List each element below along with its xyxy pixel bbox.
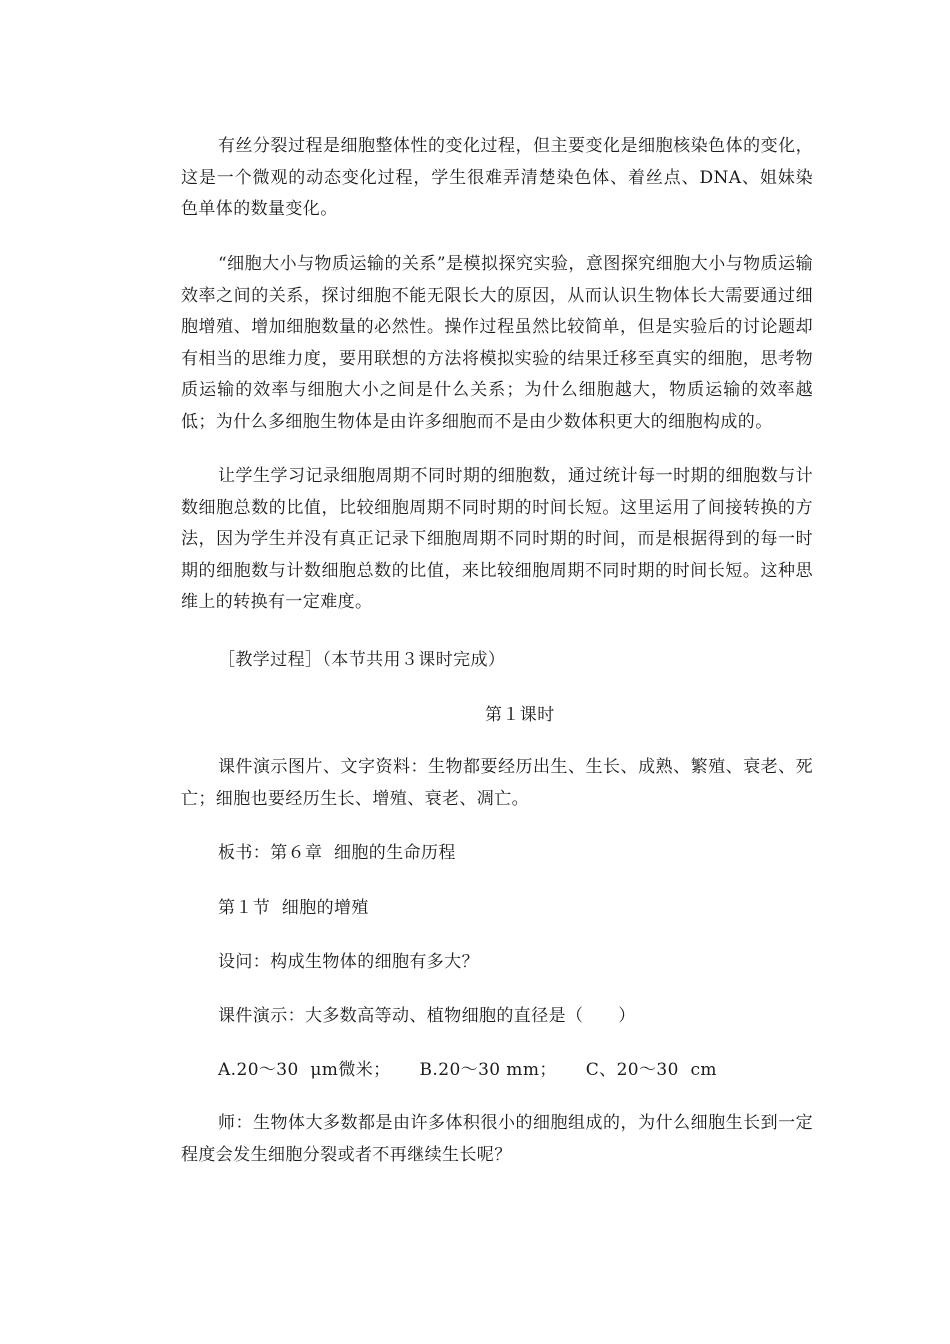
paragraph-teacher: 师：生物体大多数都是由许多体积很小的细胞组成的，为什么细胞生长到一定程度会发生细胞分裂或者不再继续生长呢？ [181, 1113, 813, 1165]
paragraph-courseware-intro: 课件演示图片、文字资料：生物都要经历出生、生长、成熟、繁殖、衰老、死亡；细胞也要经历生长、增殖、衰老、凋亡。 [181, 757, 813, 809]
paragraph-mitosis: 有丝分裂过程是细胞整体性的变化过程，但主要变化是细胞核染色体的变化，这是一个微观的动态变化过程，学生很难弄清楚染色体、着丝点、DNA、姐妹染色单体的数量变化。 [181, 136, 813, 219]
courseware-question: 课件演示：大多数高等动、植物细胞的直径是（ ） [218, 1006, 636, 1026]
board-section: 第１节 细胞的增殖 [218, 898, 369, 918]
paragraph-cell-cycle-counting: 让学生学习记录细胞周期不同时期的细胞数，通过统计每一时期的细胞数与计数细胞总数的比值，比较细胞周期不同时期的时间长短。这里运用了间接转换的方法，因为学生并没有真正记录下细胞周期不同时期的时间，而是根据得到的每一时期的细胞数与计数细胞总数的比值，来比较细胞周期不同时期的时间长短。这种思维上的转换有一定难度。 [181, 466, 813, 612]
paragraph-cell-size-experiment: “细胞大小与物质运输的关系”是模拟探究实验，意图探究细胞大小与物质运输效率之间的关系，探讨细胞不能无限长大的原因，从而认识生物体长大需要通过细胞增殖、增加细胞数量的必然性。操作过程虽然比较简单，但是实验后的讨论题却有相当的思维力度，要用联想的方法将模拟实验的结果迁移至真实的细胞，思考物质运输的效率与细胞大小之间是什么关系；为什么细胞越大，物质运输的效率越低；为什么多细胞生物体是由许多细胞而不是由少数体积更大的细胞构成的。 [181, 254, 813, 432]
lesson-heading: 第１课时 [485, 705, 555, 725]
question-line: 设问：构成生物体的细胞有多大？ [218, 952, 479, 972]
answer-options: A.20～30 μm微米； B.20～30 mm； C、20～30 cm [218, 1060, 717, 1080]
teaching-process-heading: ［教学过程］（本节共用３课时完成） [218, 650, 506, 670]
board-chapter: 板书：第６章 细胞的生命历程 [218, 843, 456, 863]
